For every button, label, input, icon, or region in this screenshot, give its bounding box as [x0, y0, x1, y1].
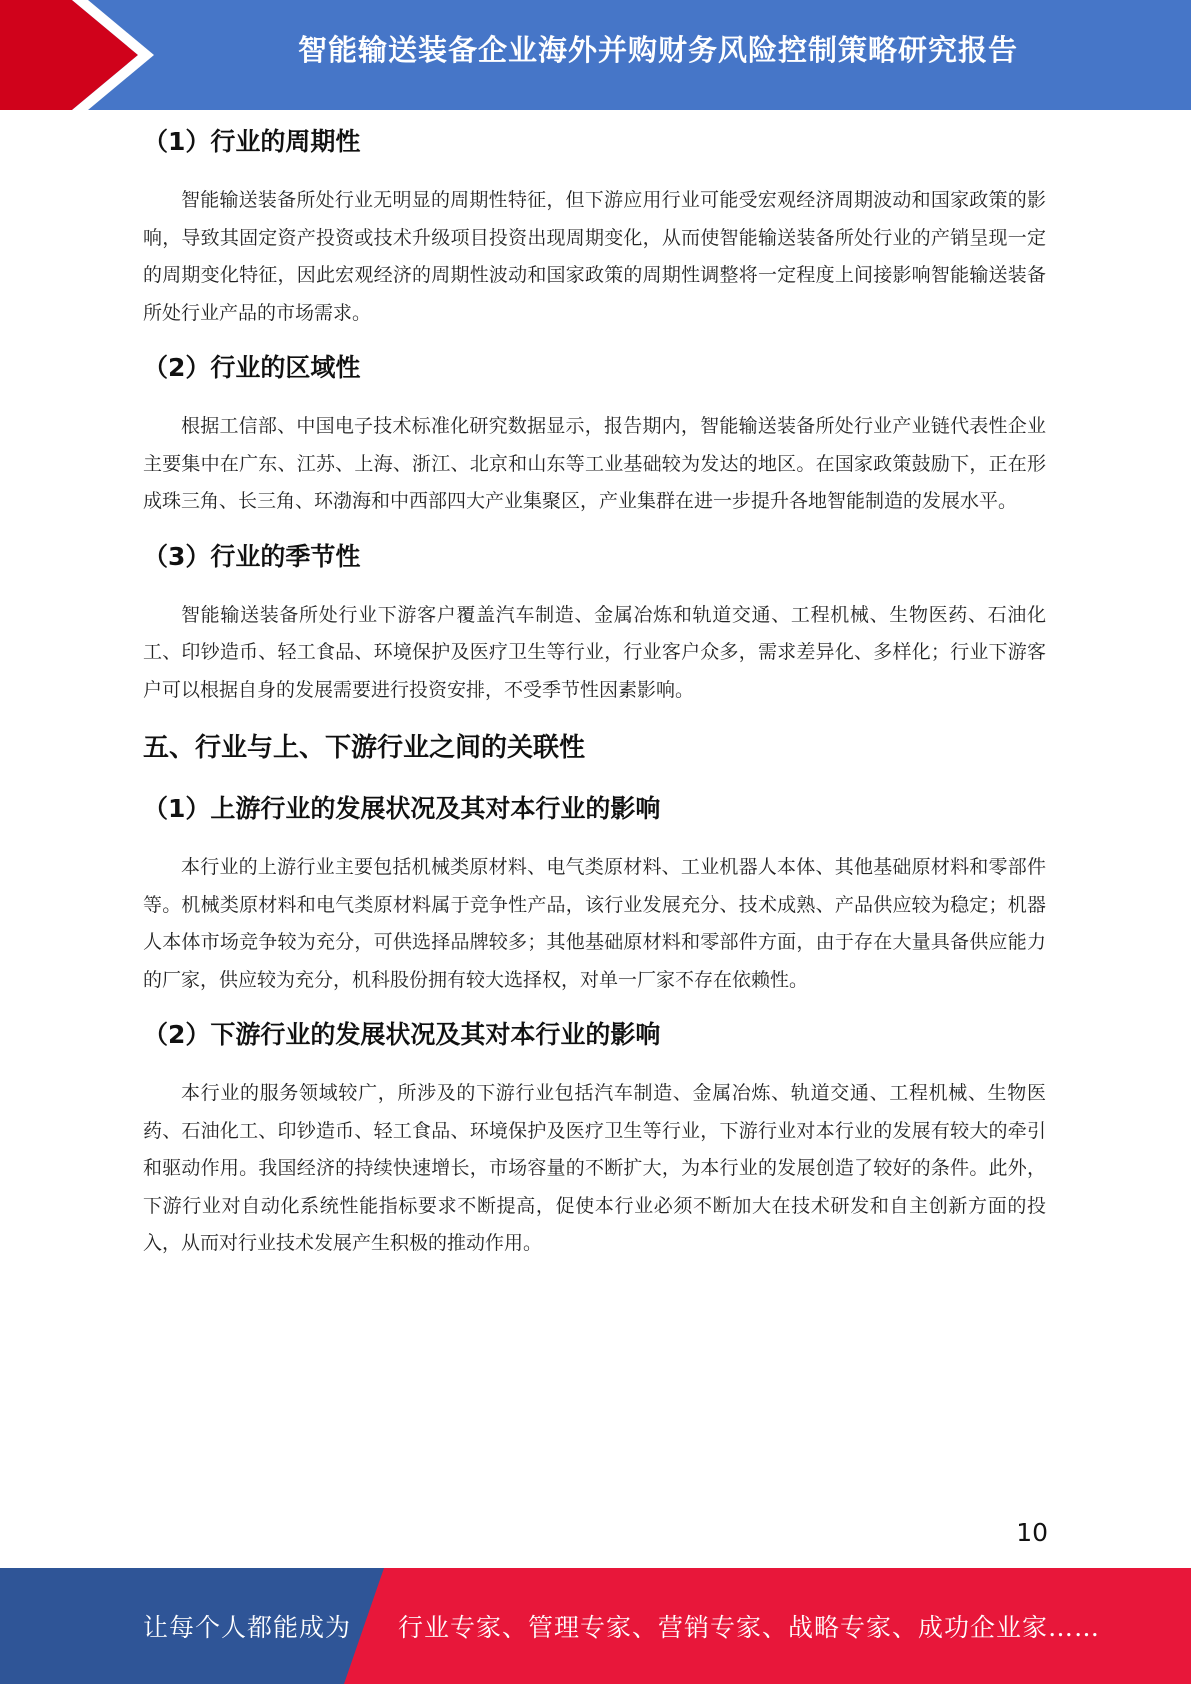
subheading-regionality: （2）行业的区域性	[143, 353, 361, 382]
subheading-downstream: （2）下游行业的发展状况及其对本行业的影响	[143, 1020, 661, 1049]
header-red-chevron	[0, 0, 138, 110]
paragraph-upstream: 本行业的上游行业主要包括机械类原材料、电气类原材料、工业机器人本体、其他基础原材料和零部件等。机械类原材料和电气类原材料属于竞争性产品，该行业发展充分、技术成熟、产品供应较为稳定；机器人本体市场竞争较为充分，可供选择品牌较多；其他基础原材料和零部件方面，由于存在大量具备供应能力的厂家，供应较为充分，机科股份拥有较大选择权，对单一厂家不存在依赖性。	[143, 856, 1046, 991]
subheading-seasonality: （3）行业的季节性	[143, 541, 361, 571]
document-body	[143, 124, 1046, 1263]
subheading-upstream: （1）上游行业的发展状况及其对本行业的影响	[143, 794, 661, 823]
paragraph-seasonality: 智能输送装备所处行业下游客户覆盖汽车制造、金属冶炼和轨道交通、工程机械、生物医药、石油化工、印钞造币、轻工食品、环境保护及医疗卫生等行业，行业客户众多，需求差异化、多样化；行业下游客户可以根据自身的发展需要进行投资安排，不受季节性因素影响。	[143, 603, 1046, 701]
header-chevron-decoration	[0, 0, 160, 110]
page-number: 10	[1016, 1518, 1048, 1547]
section-heading-industry-linkage: 五、行业与上、下游行业之间的关联性	[143, 733, 586, 763]
paragraph-cyclicality: 智能输送装备所处行业无明显的周期性特征，但下游应用行业可能受宏观经济周期波动和国家政策的影响，导致其固定资产投资或技术升级项目投资出现周期变化，从而使智能输送装备所处行业的产销呈现一定的周期变化特征，因此宏观经济的周期性波动和国家政策的周期性调整将一定程度上间接影响智能输送装备所处行业产品的市场需求。	[143, 189, 1046, 324]
page-footer	[0, 1568, 1191, 1684]
footer-slogan-right: 行业专家、管理专家、营销专家、战略专家、成功企业家……	[398, 1613, 1101, 1642]
page-header	[0, 0, 1191, 110]
report-title: 智能输送装备企业海外并购财务风险控制策略研究报告	[297, 33, 1018, 67]
footer-slogan-left: 让每个人都能成为	[143, 1613, 352, 1642]
subheading-cyclicality: （1）行业的周期性	[143, 127, 361, 156]
paragraph-downstream: 本行业的服务领域较广，所涉及的下游行业包括汽车制造、金属冶炼、轨道交通、工程机械、生物医药、石油化工、印钞造币、轻工食品、环境保护及医疗卫生等行业，下游行业对本行业的发展有较大的牵引和驱动作用。我国经济的持续快速增长，市场容量的不断扩大，为本行业的发展创造了较好的条件。此外，下游行业对自动化系统性能指标要求不断提高，促使本行业必须不断加大在技术研发和自主创新方面的投入，从而对行业技术发展产生积极的推动作用。	[143, 1082, 1046, 1254]
paragraph-regionality: 根据工信部、中国电子技术标准化研究数据显示，报告期内，智能输送装备所处行业产业链代表性企业主要集中在广东、江苏、上海、浙江、北京和山东等工业基础较为发达的地区。在国家政策鼓励下，正在形成珠三角、长三角、环渤海和中西部四大产业集聚区，产业集群在进一步提升各地智能制造的发展水平。	[143, 415, 1046, 512]
